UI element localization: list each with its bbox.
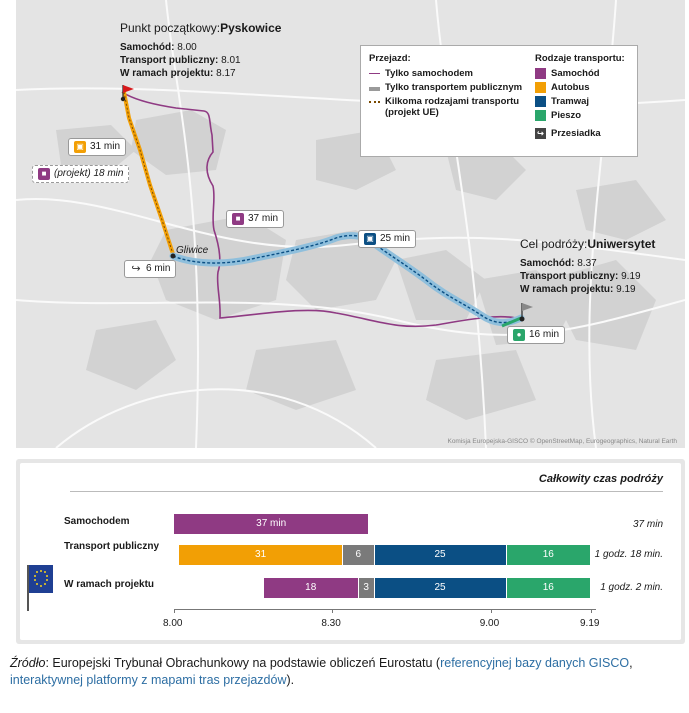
end-project-label: W ramach projektu: — [520, 284, 614, 295]
x-tick-mark — [591, 609, 592, 613]
car-icon: ■ — [232, 213, 244, 225]
end-public-label: Transport publiczny: — [520, 271, 619, 282]
start-flag-icon — [121, 85, 134, 101]
chart-panel — [16, 459, 685, 644]
source-note — [10, 655, 680, 689]
source-suffix: ). — [286, 673, 295, 687]
legend-mode-walk: Pieszo — [551, 110, 582, 121]
x-tick-mark — [491, 609, 492, 613]
car-icon: ■ — [38, 168, 50, 180]
chart-title: Całkowity czas podróży — [538, 473, 663, 485]
x-tick-mark — [332, 609, 333, 613]
bus-icon: ▣ — [74, 141, 86, 153]
car-time: 37 min — [248, 213, 279, 224]
x-tick-label: 9.19 — [580, 618, 600, 629]
start-car-time: 8.00 — [177, 42, 197, 53]
bar-segment-tramwaj: 25 — [375, 578, 506, 598]
source-separator: , — [629, 656, 633, 670]
map-credit: Komisja Europejska-GISCO © OpenStreetMap, Eurogeographics, Natural Earth — [447, 438, 677, 445]
walk-time-chip — [507, 326, 565, 344]
gliwice-transfer-point — [171, 254, 176, 259]
legend-swatch-bus — [535, 82, 546, 93]
legend-swatch-walk — [535, 110, 546, 121]
legend-trip-public: Tylko transportem publicznym — [385, 82, 523, 93]
car-project-time: (projekt) 18 min — [54, 168, 124, 179]
x-tick-label: 8.30 — [321, 618, 341, 629]
bar-segment-przesiadka: 6 — [343, 545, 374, 565]
x-tick-mark — [174, 609, 175, 613]
start-project-label: W ramach projektu: — [120, 68, 214, 79]
source-text: : Europejski Trybunał Obrachunkowy na podstawie obliczeń Eurostatu ( — [45, 656, 441, 670]
start-prefix: Punkt początkowy: — [120, 21, 221, 35]
source-prefix: Źródło — [10, 656, 46, 670]
x-tick-label: 8.00 — [163, 618, 183, 629]
legend-line-public — [369, 87, 380, 91]
x-axis — [174, 609, 596, 610]
bar-segment-pieszo: 16 — [507, 578, 590, 598]
bar-segment-przesiadka: 3 — [359, 578, 374, 598]
legend-trip-car: Tylko samochodem — [385, 68, 473, 79]
tram-time: 25 min — [380, 233, 411, 244]
bus-time: 31 min — [90, 141, 121, 152]
end-prefix: Cel podróży: — [520, 237, 588, 251]
bar-segment-samochód: 18 — [264, 578, 358, 598]
end-name: Uniwersytet — [587, 237, 656, 251]
end-label — [520, 238, 655, 296]
route-map — [16, 0, 685, 448]
start-car-label: Samochód: — [120, 42, 175, 53]
bar-segment-tramwaj: 25 — [375, 545, 506, 565]
transfer-time: 6 min — [146, 263, 171, 274]
end-car-label: Samochód: — [520, 258, 575, 269]
legend-modes-title: Rodzaje transportu: — [535, 53, 625, 64]
bar-segment-autobus: 31 — [179, 545, 342, 565]
bar-segment-samochód: 37 min — [174, 514, 368, 534]
legend-transfer: Przesiadka — [551, 128, 601, 139]
chart-title-rule — [70, 491, 663, 492]
city-label-gliwice: Gliwice — [176, 245, 209, 256]
legend-trip-multimodal: Kilkoma rodzajami transportu (projekt UE) — [385, 96, 520, 118]
legend-transfer-icon: ↪ — [535, 128, 546, 139]
end-project-time: 9.19 — [616, 284, 636, 295]
legend-mode-bus: Autobus — [551, 82, 590, 93]
total-project: 1 godz. 2 min. — [600, 582, 663, 593]
eu-flag-icon — [24, 561, 54, 613]
transfer-icon: ↪ — [131, 263, 141, 275]
start-public-label: Transport publiczny: — [120, 55, 219, 66]
legend-line-car — [369, 73, 380, 74]
start-project-time: 8.17 — [216, 68, 236, 79]
route-map-platform-link[interactable]: interaktywnej platformy z mapami tras przejazdów — [10, 673, 287, 687]
row-label-project: W ramach projektu — [64, 579, 155, 590]
legend-swatch-tram — [535, 96, 546, 107]
start-name: Pyskowice — [220, 21, 282, 35]
legend-trip-title: Przejazd: — [369, 53, 411, 64]
row-label-public: Transport publiczny — [64, 541, 160, 552]
x-tick-label: 9.00 — [479, 618, 500, 629]
total-car: 37 min — [632, 519, 663, 530]
walk-time: 16 min — [529, 329, 560, 340]
legend-mode-car: Samochód — [551, 68, 600, 79]
gisco-link[interactable]: referencyjnej bazy danych GISCO — [440, 656, 630, 670]
start-public-time: 8.01 — [221, 55, 241, 66]
car-time-chip — [226, 210, 284, 228]
tram-time-chip — [358, 230, 416, 248]
legend-mode-tram: Tramwaj — [551, 96, 590, 107]
walk-icon: ● — [513, 329, 525, 341]
start-label — [120, 22, 281, 80]
row-label-car: Samochodem — [64, 516, 130, 527]
bus-time-chip — [68, 138, 126, 156]
car-project-chip — [32, 165, 129, 183]
tram-icon: ▣ — [364, 233, 376, 245]
transfer-time-chip — [124, 260, 176, 278]
map-legend — [360, 45, 638, 157]
end-car-time: 8.37 — [577, 258, 597, 269]
total-public: 1 godz. 18 min. — [594, 549, 663, 560]
bar-segment-pieszo: 16 — [507, 545, 590, 565]
legend-swatch-car — [535, 68, 546, 79]
legend-line-multimodal — [369, 101, 380, 103]
end-public-time: 9.19 — [621, 271, 641, 282]
